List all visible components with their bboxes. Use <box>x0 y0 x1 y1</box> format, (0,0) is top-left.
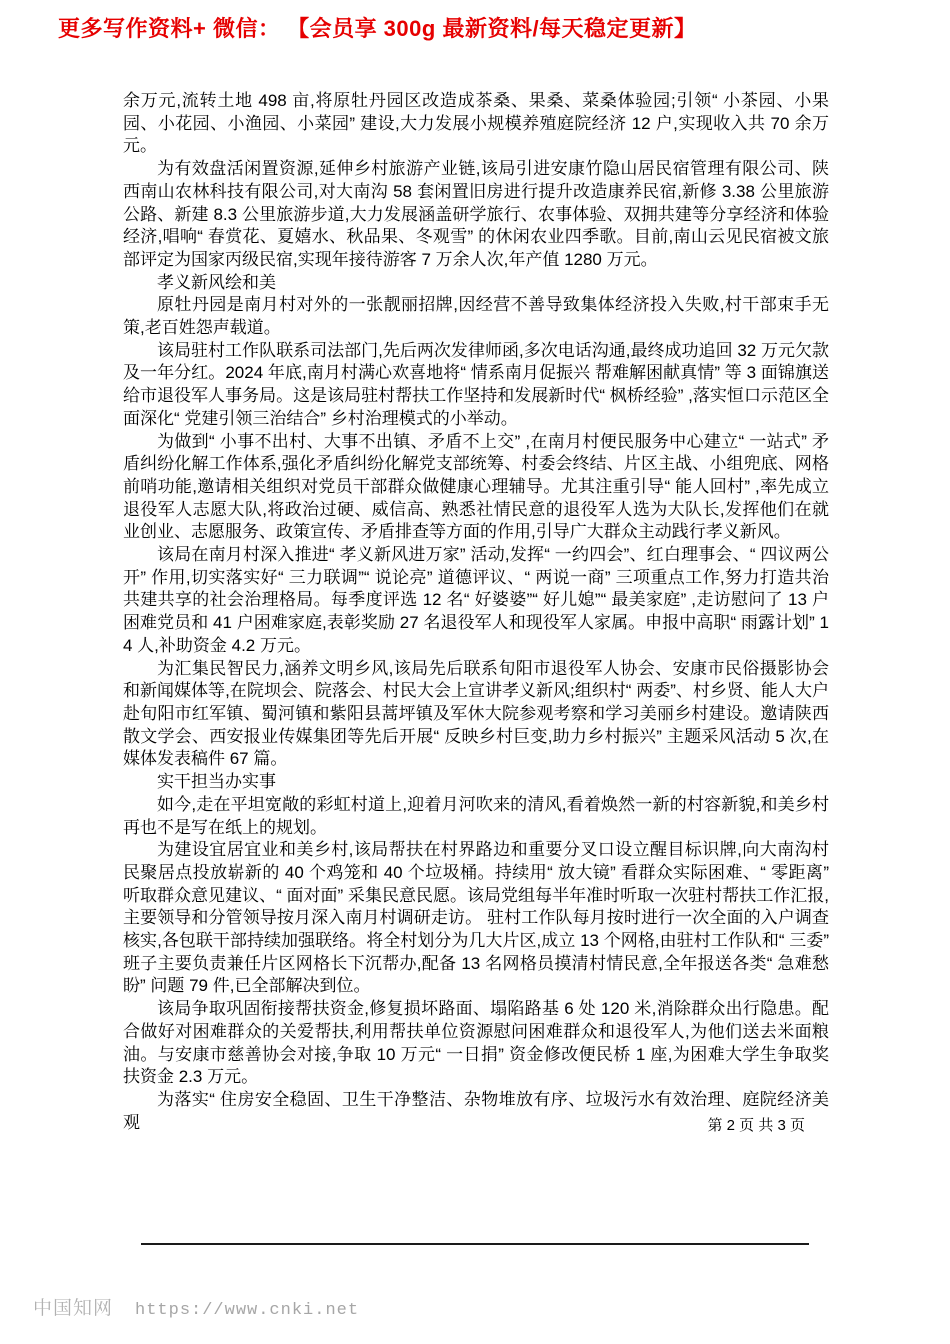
cnki-url-text: https://www.cnki.net <box>135 1301 360 1320</box>
document-body <box>123 90 829 1134</box>
paragraph-truncated: 为落实“ 住房安全稳固、卫生干净整洁、杂物堆放有序、垃圾污水有效治理、庭院经济美观 <box>123 1089 829 1132</box>
paragraph: 为做到“ 小事不出村、大事不出镇、矛盾不上交” ,在南月村便民服务中心建立“ 一站式” 矛盾纠纷化解工作体系,强化矛盾纠纷化解党支部统筹、村委会终结、片区主战、小组兜底、网格前哨功能,邀请相关组织对党员干部群众做健康心理辅导。尤其注重引导“ 能人回村” ,率先成立退役军人志愿大队,将政治过硬、威信高、熟悉社情民意的退役军人选为大队长,发挥他们在就业创业、志愿服务、政策宣传、矛盾排查等方面的作用,引导广大群众主动践行孝义新风。 <box>123 431 829 542</box>
section-heading-shigan-dandang: 实干担当办实事 <box>157 772 276 792</box>
paragraph: 该局驻村工作队联系司法部门,先后两次发律师函,多次电话沟通,最终成功追回 32 万元欠款及一年分红。2024 年底,南月村满心欢喜地将“ 情系南月促振兴 帮难解困献真情” 等 3 面锦旗送给市退役军人事务局。这是该局驻村帮扶工作坚持和发展新时代“ 枫桥经验” ,落实恒口示范区全面深化“ 党建引领三治结合” 乡村治理模式的小举动。 <box>123 340 829 428</box>
footer-divider-line <box>141 1243 809 1245</box>
section-heading-xiaoyi-xinfeng: 孝义新风绘和美 <box>157 272 276 292</box>
paragraph-continuation: 余万元,流转土地 498 亩,将原牡丹园区改造成茶桑、果桑、菜桑体验园;引领“ 小茶园、小果园、小花园、小渔园、小菜园” 建设,大力发展小规模养殖庭院经济 12 户,实现收入共 70 余万元。 <box>123 91 829 156</box>
paragraph: 该局在南月村深入推进“ 孝义新风进万家” 活动,发挥“ 一约四会”、红白理事会、“ 四议两公开” 作用,切实落实好“ 三力联调”“ 说论亮” 道德评议、“ 两说一商” 三项重点工作,努力打造共治共建共享的社会治理格局。每季度评选 12 名“ 好婆婆”“ 好儿媳”“ 最美家庭” ,走访慰问了 13 户困难党员和 41 户困难家庭,表彰奖励 27 名退役军人和现役军人家属。申报中高职“ 雨露计划” 14 人,补助资金 4.2 万元。 <box>123 545 829 655</box>
paragraph: 该局争取巩固衔接帮扶资金,修复损坏路面、塌陷路基 6 处 120 米,消除群众出行隐患。配合做好对困难群众的关爱帮扶,利用帮扶单位资源慰问困难群众和退役军人,为他们送去米面粮油。与安康市慈善协会对接,争取 10 万元“ 一日捐” 资金修改便民桥 1 座,为困难大学生争取奖扶资金 2.3 万元。 <box>123 999 829 1087</box>
paragraph: 原牡丹园是南月村对外的一张靓丽招牌,因经营不善导致集体经济投入失败,村干部束手无策,老百姓怨声载道。 <box>123 295 829 338</box>
cnki-brand-text: 中国知网 <box>33 1298 114 1319</box>
promo-header-text: 更多写作资料+ 微信： 【会员享 300g 最新资料/每天稳定更新】 <box>58 16 697 41</box>
page-number-indicator: 第 2 页 共 3 页 <box>707 1117 805 1134</box>
paragraph: 如今,走在平坦宽敞的彩虹村道上,迎着月河吹来的清风,看着焕然一新的村容新貌,和美乡村再也不是写在纸上的规划。 <box>123 794 829 837</box>
paragraph: 为有效盘活闲置资源,延伸乡村旅游产业链,该局引进安康竹隐山居民宿管理有限公司、陕西南山农林科技有限公司,对大南沟 58 套闲置旧房进行提升改造康养民宿,新修 3.38 公里旅游公路、新建 8.3 公里旅游步道,大力发展涵盖研学旅行、农事体验、双拥共建等分享经济和体验经济,唱响“ 春赏花、夏嬉水、秋品果、冬观雪” 的休闲农业四季歌。目前,南山云见民宿被文旅部评定为国家丙级民宿,实现年接待游客 7 万余人次,年产值 1280 万元。 <box>123 159 829 269</box>
paragraph: 为建设宜居宜业和美乡村,该局帮扶在村界路边和重要分叉口设立醒目标识牌,向大南沟村民聚居点投放崭新的 40 个鸡笼和 40 个垃圾桶。持续用“ 放大镜” 看群众实际困难、“ 零距离” 听取群众意见建议、“ 面对面” 采集民意民愿。该局党组每半年准时听取一次驻村帮扶工作汇报,主要领导和分管领导按月深入南月村调研走访。 驻村工作队每月按时进行一次全面的入户调查核实,各包联干部持续加强联络。将全村划分为几大片区,成立 13 个网格,由驻村工作队和“ 三委” 班子主要负责兼任片区网格长下沉帮办,配备 13 名网格员摸清村情民意,全年报送各类“ 急难愁盼” 问题 79 件,已全部解决到位。 <box>123 840 829 996</box>
cnki-watermark <box>33 1293 359 1320</box>
paragraph: 为汇集民智民力,涵养文明乡风,该局先后联系旬阳市退役军人协会、安康市民俗摄影协会和新闻媒体等,在院坝会、院落会、村民大会上宣讲孝义新风;组织村“ 两委”、村乡贤、能人大户赴旬阳市红军镇、蜀河镇和紫阳县蒿坪镇及军休大院参观考察和学习美丽乡村建设。邀请陕西散文学会、西安报业传媒集团等先后开展“ 反映乡村巨变,助力乡村振兴” 主题采风活动 5 次,在媒体发表稿件 67 篇。 <box>123 658 829 769</box>
